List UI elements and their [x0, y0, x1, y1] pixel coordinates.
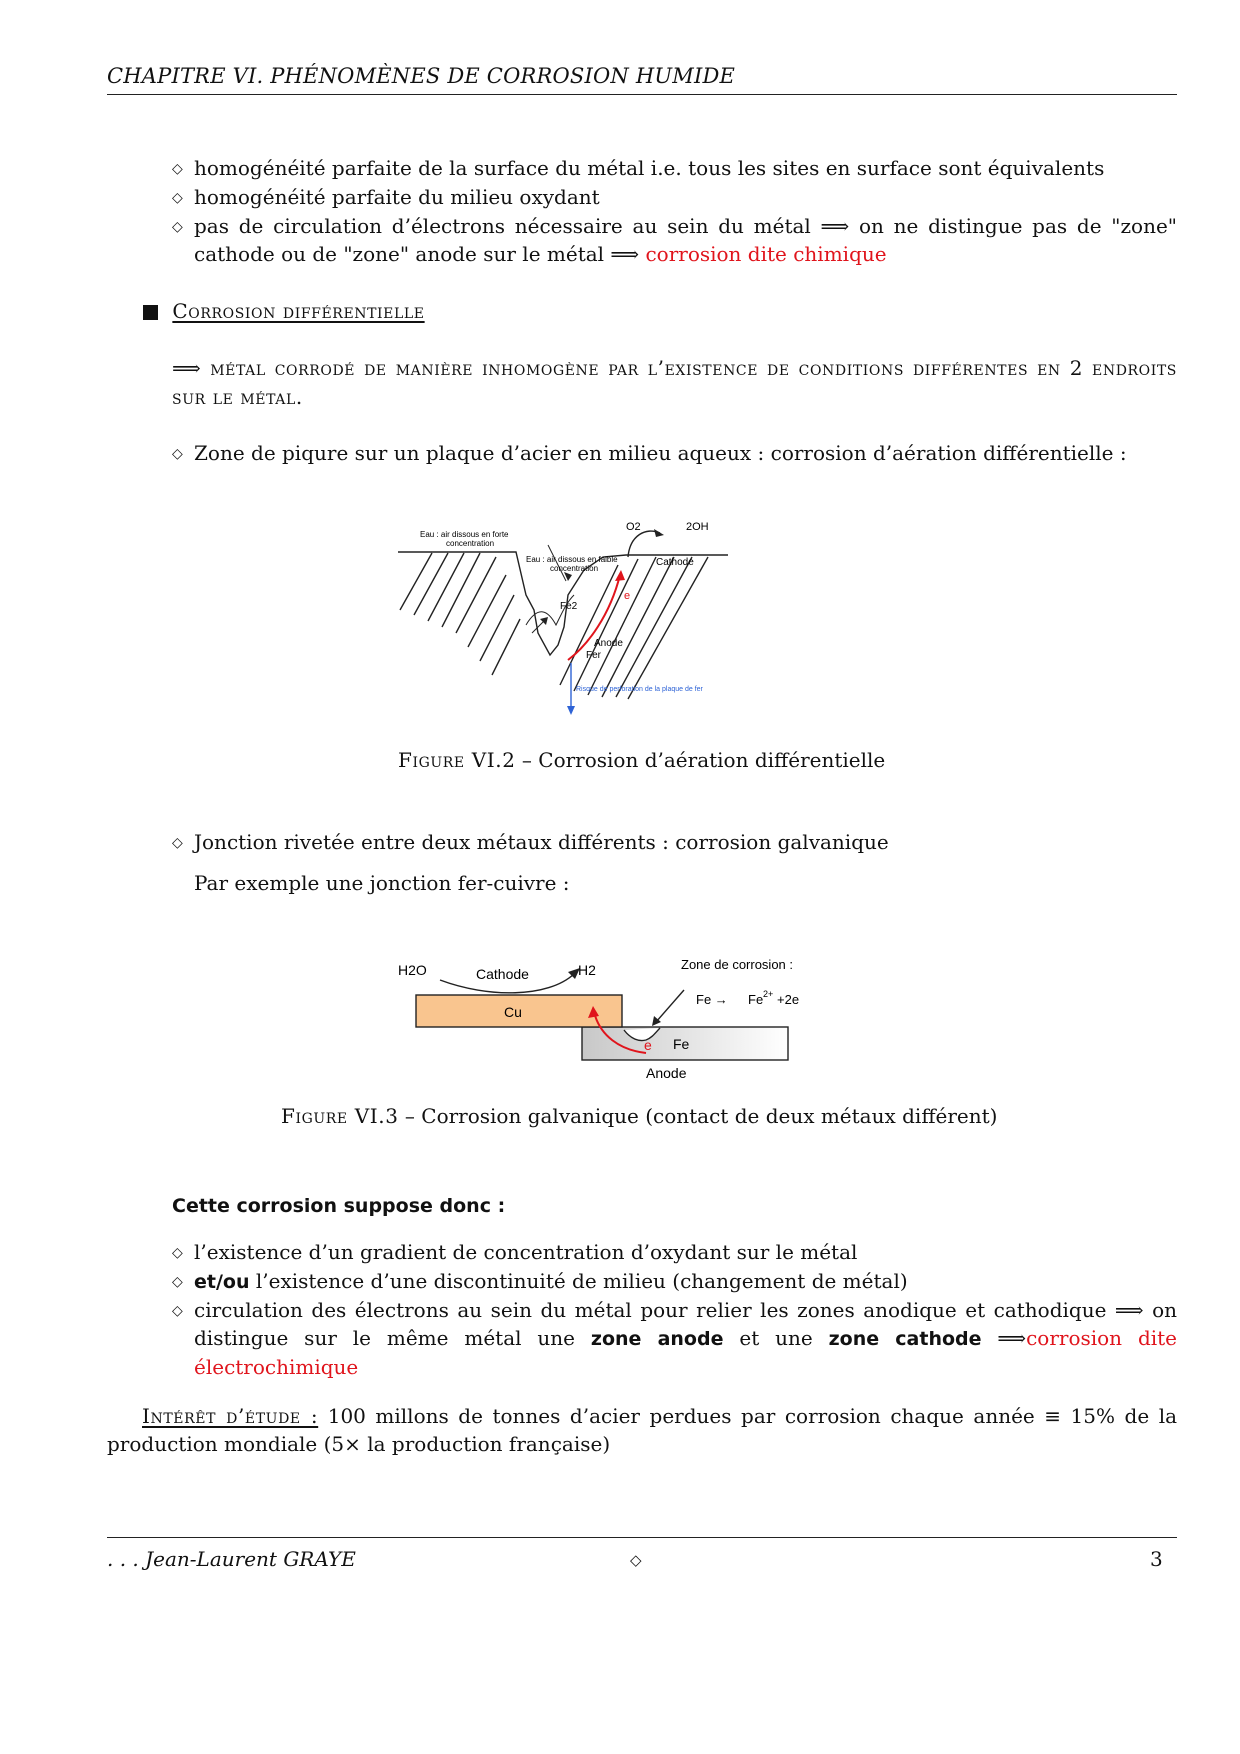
figure-caption: Figure VI.2 – Corrosion d’aération différentielle	[398, 748, 886, 772]
zone-arrow	[656, 990, 684, 1022]
section-heading: Corrosion différentielle	[143, 297, 425, 325]
diamond-icon: ◇	[172, 1274, 183, 1290]
diamond-icon: ◇	[172, 161, 183, 177]
label-o2: O2	[626, 521, 641, 533]
square-bullet-icon	[143, 305, 158, 320]
page-header: CHAPITRE VI. PHÉNOMÈNES DE CORROSION HUMIDE	[107, 64, 736, 88]
interet-paragraph: Intérêt d’étude : 100 millons de tonnes d’acier perdues par corrosion chaque année ≡ 15% de la production mondiale (5× la production française)	[107, 1404, 1178, 1456]
label-fe2: Fe2	[560, 601, 578, 612]
diamond-icon: ◇	[172, 1245, 183, 1261]
footer-rule	[107, 1537, 1177, 1538]
label-anode: Anode	[646, 1065, 687, 1081]
list-item: ◇ et/ou l’existence d’une discontinuité de milieu (changement de métal)	[172, 1267, 1177, 1296]
steel-hatching	[400, 553, 708, 699]
label-anode: Anode	[594, 638, 623, 649]
label-h2: H2	[578, 962, 596, 978]
list-item: ◇ homogénéité parfaite du milieu oxydant	[172, 183, 1177, 212]
figure-galvanic-diagram	[398, 950, 838, 1086]
label-electron: e	[624, 590, 631, 602]
svg-text:concentration: concentration	[550, 564, 599, 573]
conclusion-list	[172, 1238, 1177, 1381]
label-2oh: 2OH	[686, 521, 709, 533]
o2-arrow	[628, 531, 660, 557]
list-item: ◇ Jonction rivetée entre deux métaux différents : corrosion galvanique	[172, 828, 1177, 857]
label-fe: Fe	[673, 1036, 690, 1052]
label-eau-faible: Eau : air dissous en faible	[526, 555, 618, 564]
label-zone-corrosion: Zone de corrosion :	[681, 957, 794, 972]
label-cu: Cu	[504, 1004, 522, 1020]
label-h2o: H2O	[398, 962, 427, 978]
label-perforation: Risque de perforation de la plaque de fer	[576, 686, 703, 693]
conclusion-heading: Cette corrosion suppose donc :	[172, 1195, 506, 1217]
list-item: ◇ Zone de piqure sur un plaque d’acier en milieu aqueux : corrosion d’aération différentielle :	[172, 439, 1177, 468]
list-item: ◇ l’existence d’un gradient de concentration d’oxydant sur le métal	[172, 1238, 1177, 1267]
header-rule	[107, 94, 1177, 95]
label-electron: e	[644, 1037, 652, 1053]
svg-text:concentration: concentration	[446, 539, 495, 548]
list-item: ◇ circulation des électrons au sein du métal pour relier les zones anodique et cathodique ⟹ on distingue sur le même métal une zone anode et une zone cathode ⟹corrosion dite électrochimique	[172, 1298, 1178, 1379]
list-item: ◇ pas de circulation d’électrons nécessaire au sein du métal ⟹ on ne distingue pas de "zone" cathode ou de "zone" anode sur le métal ⟹ corrosion dite chimique	[172, 214, 1177, 266]
page-number: 3	[1150, 1547, 1163, 1571]
label-cathode: Cathode	[476, 966, 529, 982]
diamond-icon: ◇	[172, 1303, 183, 1319]
highlight-corrosion-electrochimique: corrosion dite électrochimique	[194, 1326, 1178, 1379]
section-statement: ⟹ métal corrodé de manière inhomogène par l’existence de conditions différentes en 2 endroits sur le métal.	[172, 356, 1177, 409]
diamond-icon: ◇	[172, 219, 183, 235]
label-reaction-right: +2e	[777, 992, 800, 1007]
diamond-icon: ◇	[172, 446, 183, 462]
item2-sub: Par exemple une jonction fer-cuivre :	[194, 871, 570, 895]
label-reaction-charge: 2+	[763, 989, 774, 999]
label-cathode: Cathode	[656, 557, 694, 568]
intro-list	[172, 154, 1177, 268]
label-reaction-left: Fe →	[696, 992, 728, 1007]
highlight-corrosion-chimique: corrosion dite chimique	[645, 242, 887, 266]
footer-author: . . . Jean-Laurent GRAYE	[107, 1547, 356, 1571]
diamond-icon: ◇	[172, 835, 183, 851]
figure-caption: Figure VI.3 – Corrosion galvanique (contact de deux métaux différent)	[281, 1104, 998, 1128]
diamond-icon: ◇	[172, 190, 183, 206]
footer-diamond-icon: ◇	[630, 1551, 642, 1569]
figure-aeration-diagram	[398, 515, 728, 715]
label-reaction-fe: Fe	[748, 992, 764, 1007]
label-fer: Fer	[586, 650, 601, 661]
list-item: ◇ homogénéité parfaite de la surface du métal i.e. tous les sites en surface sont équivalents	[172, 154, 1177, 183]
label-eau-forte: Eau : air dissous en forte	[420, 530, 509, 539]
